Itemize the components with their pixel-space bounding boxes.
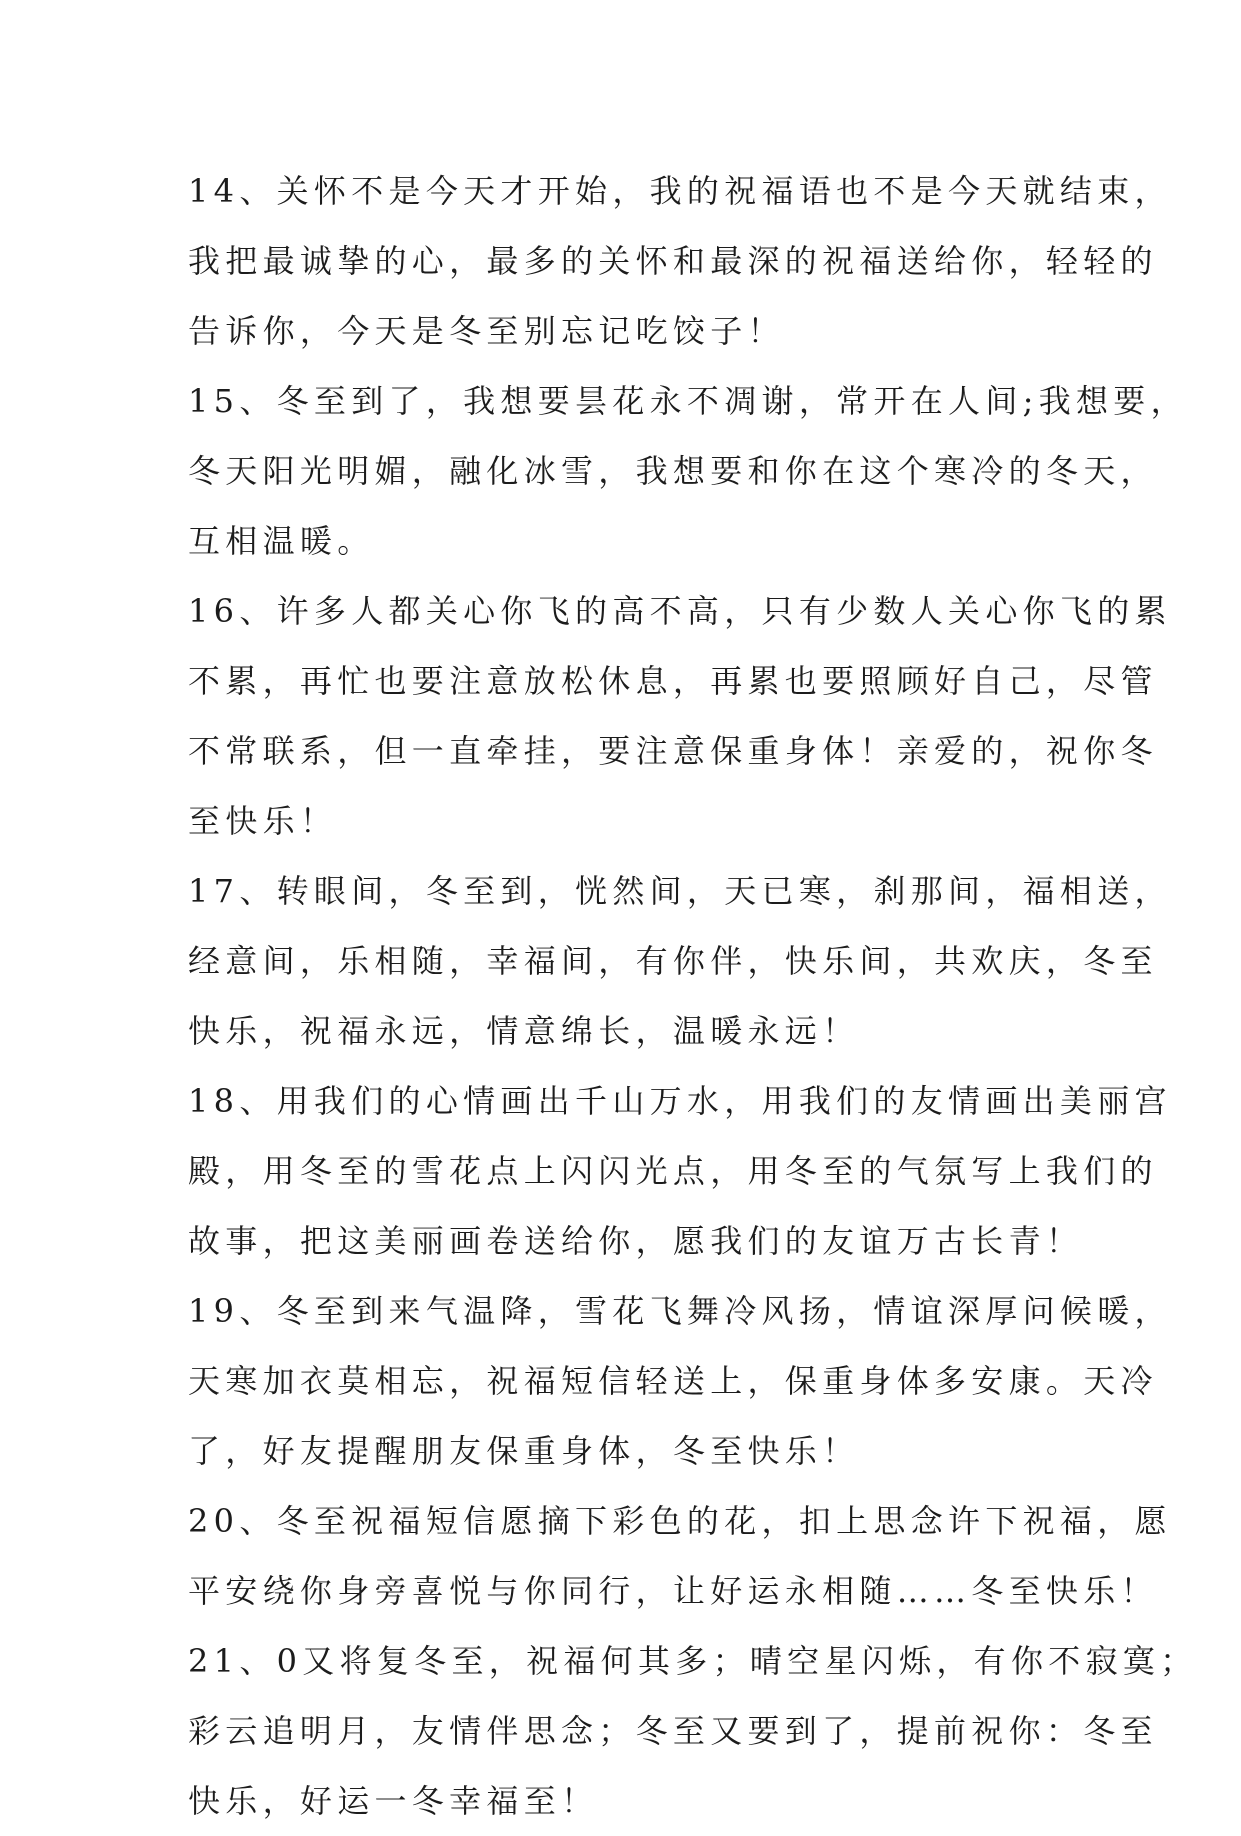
text-line: 14、关怀不是今天才开始，我的祝福语也不是今天就结束， — [188, 172, 1172, 210]
text-line: 19、冬至到来气温降，雪花飞舞冷风扬，情谊深厚问候暖， — [188, 1292, 1172, 1330]
text-line: 平安绕你身旁喜悦与你同行，让好运永相随……冬至快乐！ — [188, 1572, 1158, 1610]
text-line: 故事，把这美丽画卷送给你，愿我们的友谊万古长青！ — [188, 1222, 1084, 1260]
text-line: 殿，用冬至的雪花点上闪闪光点，用冬至的气氛写上我们的 — [188, 1152, 1158, 1190]
text-line: 20、冬至祝福短信愿摘下彩色的花，扣上思念许下祝福，愿 — [188, 1502, 1172, 1540]
text-line: 15、冬至到了，我想要昙花永不凋谢，常开在人间;我想要， — [188, 382, 1188, 420]
text-line: 天寒加衣莫相忘，祝福短信轻送上，保重身体多安康。天冷 — [188, 1362, 1158, 1400]
text-line: 了，好友提醒朋友保重身体，冬至快乐！ — [188, 1432, 860, 1470]
document-body — [188, 156, 1198, 1836]
text-line: 冬天阳光明媚，融化冰雪，我想要和你在这个寒冷的冬天， — [188, 452, 1158, 490]
text-line: 彩云追明月，友情伴思念；冬至又要到了，提前祝你：冬至 — [188, 1712, 1158, 1750]
text-line: 快乐，好运一冬幸福至！ — [188, 1782, 599, 1820]
text-line: 21、0又将复冬至，祝福何其多；晴空星闪烁，有你不寂寞； — [188, 1642, 1198, 1680]
text-line: 不累，再忙也要注意放松休息，再累也要照顾好自己，尽管 — [188, 662, 1158, 700]
text-line: 告诉你，今天是冬至别忘记吃饺子！ — [188, 312, 785, 350]
text-line: 快乐，祝福永远，情意绵长，温暖永远！ — [188, 1012, 860, 1050]
text-line: 至快乐！ — [188, 802, 338, 840]
text-line: 不常联系，但一直牵挂，要注意保重身体！亲爱的，祝你冬 — [188, 732, 1158, 770]
text-line: 互相温暖。 — [188, 522, 375, 560]
text-line: 16、许多人都关心你飞的高不高，只有少数人关心你飞的累 — [188, 592, 1172, 630]
text-line: 我把最诚挚的心，最多的关怀和最深的祝福送给你，轻轻的 — [188, 242, 1158, 280]
text-line: 18、用我们的心情画出千山万水，用我们的友情画出美丽宫 — [188, 1082, 1172, 1120]
text-line: 17、转眼间，冬至到，恍然间，天已寒，刹那间，福相送， — [188, 872, 1172, 910]
text-line: 经意间，乐相随，幸福间，有你伴，快乐间，共欢庆，冬至 — [188, 942, 1158, 980]
